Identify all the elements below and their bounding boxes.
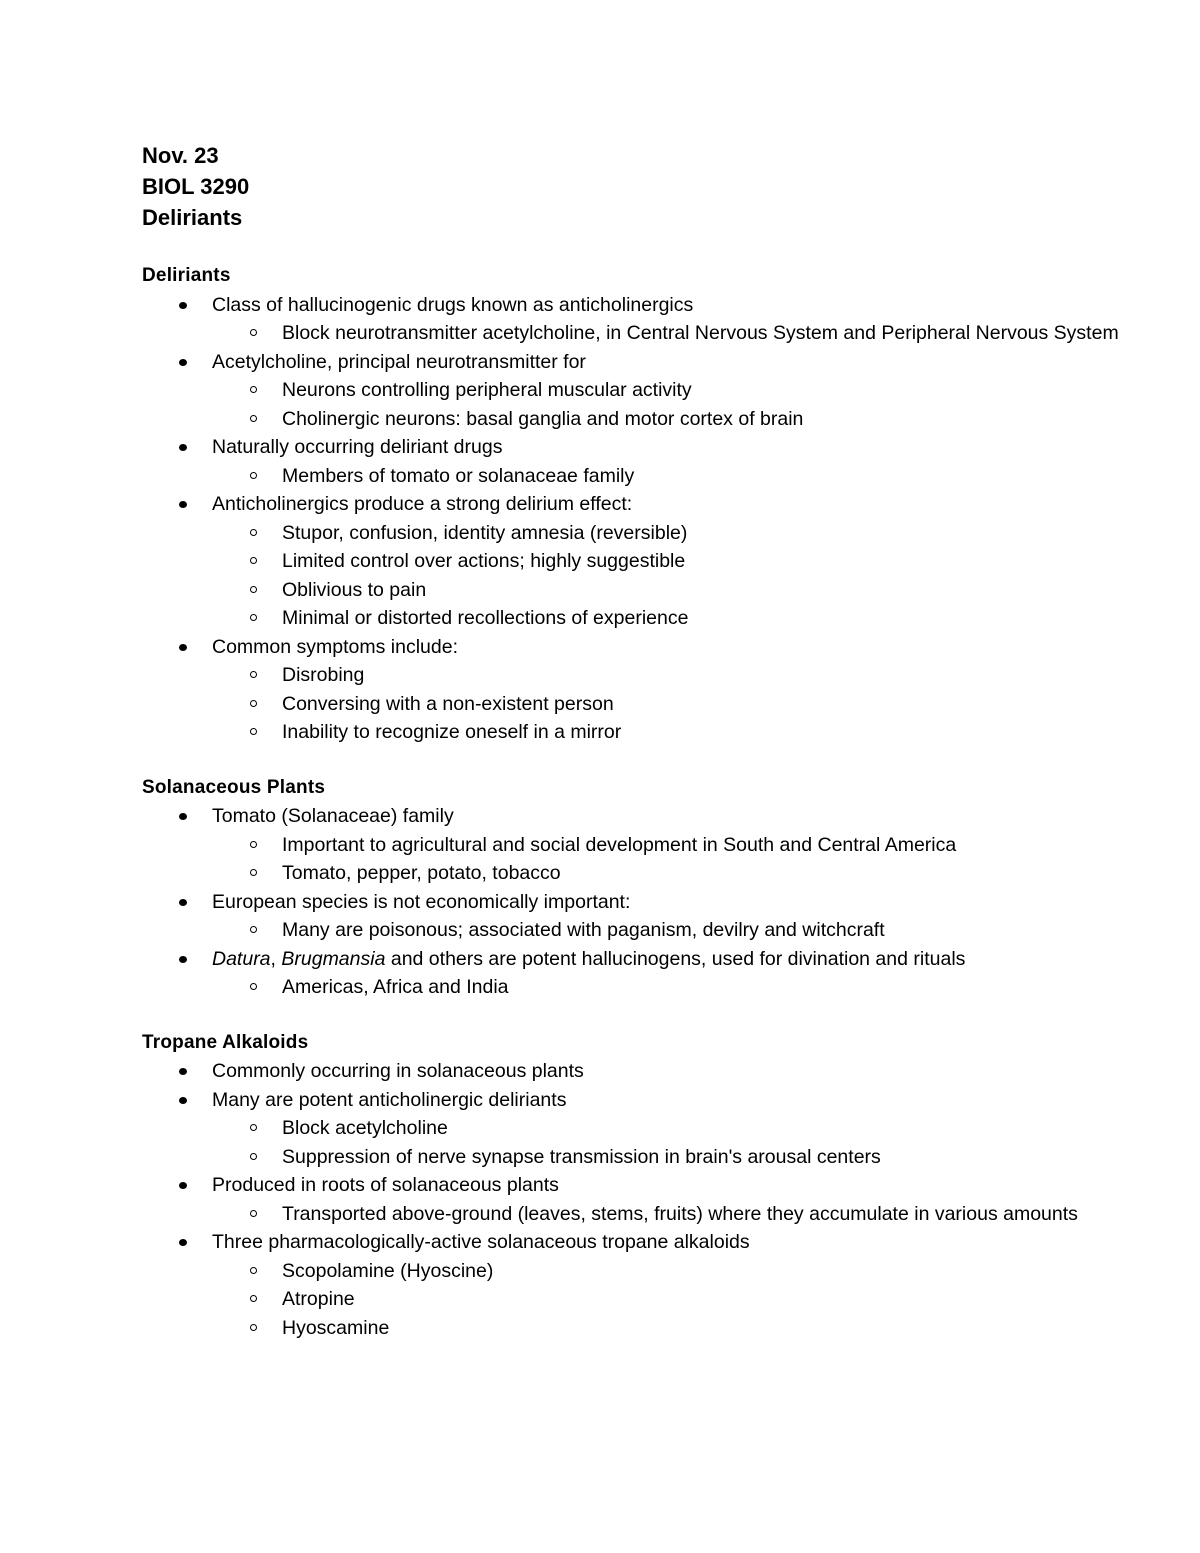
section-solanaceous-plants bbox=[142, 774, 1142, 1002]
sub-bullet-list bbox=[142, 376, 1142, 433]
sub-bullet-text: Limited control over actions; highly suggestible bbox=[282, 547, 1142, 576]
note-date: Nov. 23 bbox=[142, 143, 219, 168]
bullet-text: Tomato (Solanaceae) family bbox=[212, 802, 1142, 831]
section-tropane-alkaloids bbox=[142, 1029, 1142, 1343]
sub-bullet-list bbox=[142, 661, 1142, 747]
sub-bullet-text: Block neurotransmitter acetylcholine, in Central Nervous System and Peripheral Nervous System bbox=[282, 319, 1142, 348]
sub-bullet-text: Many are poisonous; associated with paganism, devilry and witchcraft bbox=[282, 916, 1142, 945]
sub-bullet-list bbox=[142, 1257, 1142, 1343]
sub-bullet-text: Tomato, pepper, potato, tobacco bbox=[282, 859, 1142, 888]
bullet-text: Commonly occurring in solanaceous plants bbox=[212, 1057, 1142, 1086]
sub-list-item bbox=[212, 1257, 1142, 1286]
sub-list-item bbox=[212, 576, 1142, 605]
bullet-text: European species is not economically important: bbox=[212, 888, 1142, 917]
list-item bbox=[142, 802, 1142, 888]
bullet-list bbox=[142, 1057, 1142, 1342]
sub-list-item bbox=[212, 1114, 1142, 1143]
bullet-text: Three pharmacologically-active solanaceous tropane alkaloids bbox=[212, 1228, 1142, 1257]
sub-bullet-text: Important to agricultural and social development in South and Central America bbox=[282, 831, 1142, 860]
sub-list-item bbox=[212, 690, 1142, 719]
sub-bullet-list bbox=[142, 916, 1142, 945]
sub-bullet-list bbox=[142, 1200, 1142, 1229]
sub-list-item bbox=[212, 859, 1142, 888]
sub-list-item bbox=[212, 376, 1142, 405]
sub-list-item bbox=[212, 519, 1142, 548]
section-title: Deliriants bbox=[142, 265, 231, 286]
sub-bullet-list bbox=[142, 319, 1142, 348]
course-code: BIOL 3290 bbox=[142, 174, 250, 199]
list-item bbox=[142, 945, 1142, 1002]
sub-list-item bbox=[212, 661, 1142, 690]
bullet-text-mixed bbox=[212, 945, 1142, 974]
sub-list-item bbox=[212, 604, 1142, 633]
sub-bullet-text: Conversing with a non-existent person bbox=[282, 690, 1142, 719]
sub-list-item bbox=[212, 718, 1142, 747]
sub-bullet-list bbox=[142, 519, 1142, 633]
sub-bullet-text: Neurons controlling peripheral muscular activity bbox=[282, 376, 1142, 405]
document-header bbox=[142, 140, 249, 233]
genus-datura: Datura bbox=[212, 947, 271, 970]
sub-bullet-text: Inability to recognize oneself in a mirror bbox=[282, 718, 1142, 747]
list-item bbox=[142, 291, 1142, 348]
list-item bbox=[142, 348, 1142, 434]
notes-body bbox=[142, 262, 1142, 1369]
sub-bullet-text: Disrobing bbox=[282, 661, 1142, 690]
sub-list-item bbox=[212, 1314, 1142, 1343]
bullet-text: and others are potent hallucinogens, used for divination and rituals bbox=[385, 947, 966, 970]
list-item bbox=[142, 1228, 1142, 1342]
bullet-list bbox=[142, 802, 1142, 1002]
genus-brugmansia: Brugmansia bbox=[281, 947, 386, 970]
sub-bullet-text: Minimal or distorted recollections of experience bbox=[282, 604, 1142, 633]
sub-bullet-list bbox=[142, 973, 1142, 1002]
sub-bullet-text: Scopolamine (Hyoscine) bbox=[282, 1257, 1142, 1286]
sub-bullet-text: Cholinergic neurons: basal ganglia and motor cortex of brain bbox=[282, 405, 1142, 434]
list-item bbox=[142, 490, 1142, 633]
sub-bullet-text: Block acetylcholine bbox=[282, 1114, 1142, 1143]
list-item bbox=[142, 433, 1142, 490]
sub-list-item bbox=[212, 831, 1142, 860]
bullet-text: Acetylcholine, principal neurotransmitter for bbox=[212, 348, 1142, 377]
sub-bullet-list bbox=[142, 1114, 1142, 1171]
sub-list-item bbox=[212, 1285, 1142, 1314]
sub-list-item bbox=[212, 916, 1142, 945]
sub-bullet-text: Members of tomato or solanaceae family bbox=[282, 462, 1142, 491]
separator: , bbox=[270, 947, 282, 970]
section-deliriants bbox=[142, 262, 1142, 747]
sub-list-item bbox=[212, 462, 1142, 491]
sub-bullet-text: Americas, Africa and India bbox=[282, 973, 1142, 1002]
bullet-text: Many are potent anticholinergic deliriants bbox=[212, 1086, 1142, 1115]
sub-bullet-text: Transported above-ground (leaves, stems, fruits) where they accumulate in various amounts bbox=[282, 1200, 1142, 1229]
sub-list-item bbox=[212, 547, 1142, 576]
bullet-text: Anticholinergics produce a strong delirium effect: bbox=[212, 490, 1142, 519]
sub-list-item bbox=[212, 319, 1142, 348]
bullet-text: Produced in roots of solanaceous plants bbox=[212, 1171, 1142, 1200]
sub-bullet-text: Hyoscamine bbox=[282, 1314, 1142, 1343]
sub-bullet-text: Suppression of nerve synapse transmission in brain's arousal centers bbox=[282, 1143, 1142, 1172]
bullet-list bbox=[142, 291, 1142, 747]
sub-list-item bbox=[212, 973, 1142, 1002]
bullet-text: Common symptoms include: bbox=[212, 633, 1142, 662]
lecture-topic: Deliriants bbox=[142, 205, 243, 230]
sub-list-item bbox=[212, 1200, 1142, 1229]
section-title: Solanaceous Plants bbox=[142, 776, 326, 798]
sub-bullet-list bbox=[142, 831, 1142, 888]
sub-bullet-list bbox=[142, 462, 1142, 491]
sub-bullet-text: Oblivious to pain bbox=[282, 576, 1142, 605]
list-item bbox=[142, 1086, 1142, 1172]
list-item bbox=[142, 633, 1142, 747]
list-item bbox=[142, 888, 1142, 945]
sub-list-item bbox=[212, 1143, 1142, 1172]
section-title: Tropane Alkaloids bbox=[142, 1031, 309, 1053]
sub-bullet-text: Stupor, confusion, identity amnesia (reversible) bbox=[282, 519, 1142, 548]
list-item bbox=[142, 1171, 1142, 1228]
bullet-text: Class of hallucinogenic drugs known as anticholinergics bbox=[212, 291, 1142, 320]
sub-bullet-text: Atropine bbox=[282, 1285, 1142, 1314]
list-item bbox=[142, 1057, 1142, 1086]
bullet-text: Naturally occurring deliriant drugs bbox=[212, 433, 1142, 462]
sub-list-item bbox=[212, 405, 1142, 434]
